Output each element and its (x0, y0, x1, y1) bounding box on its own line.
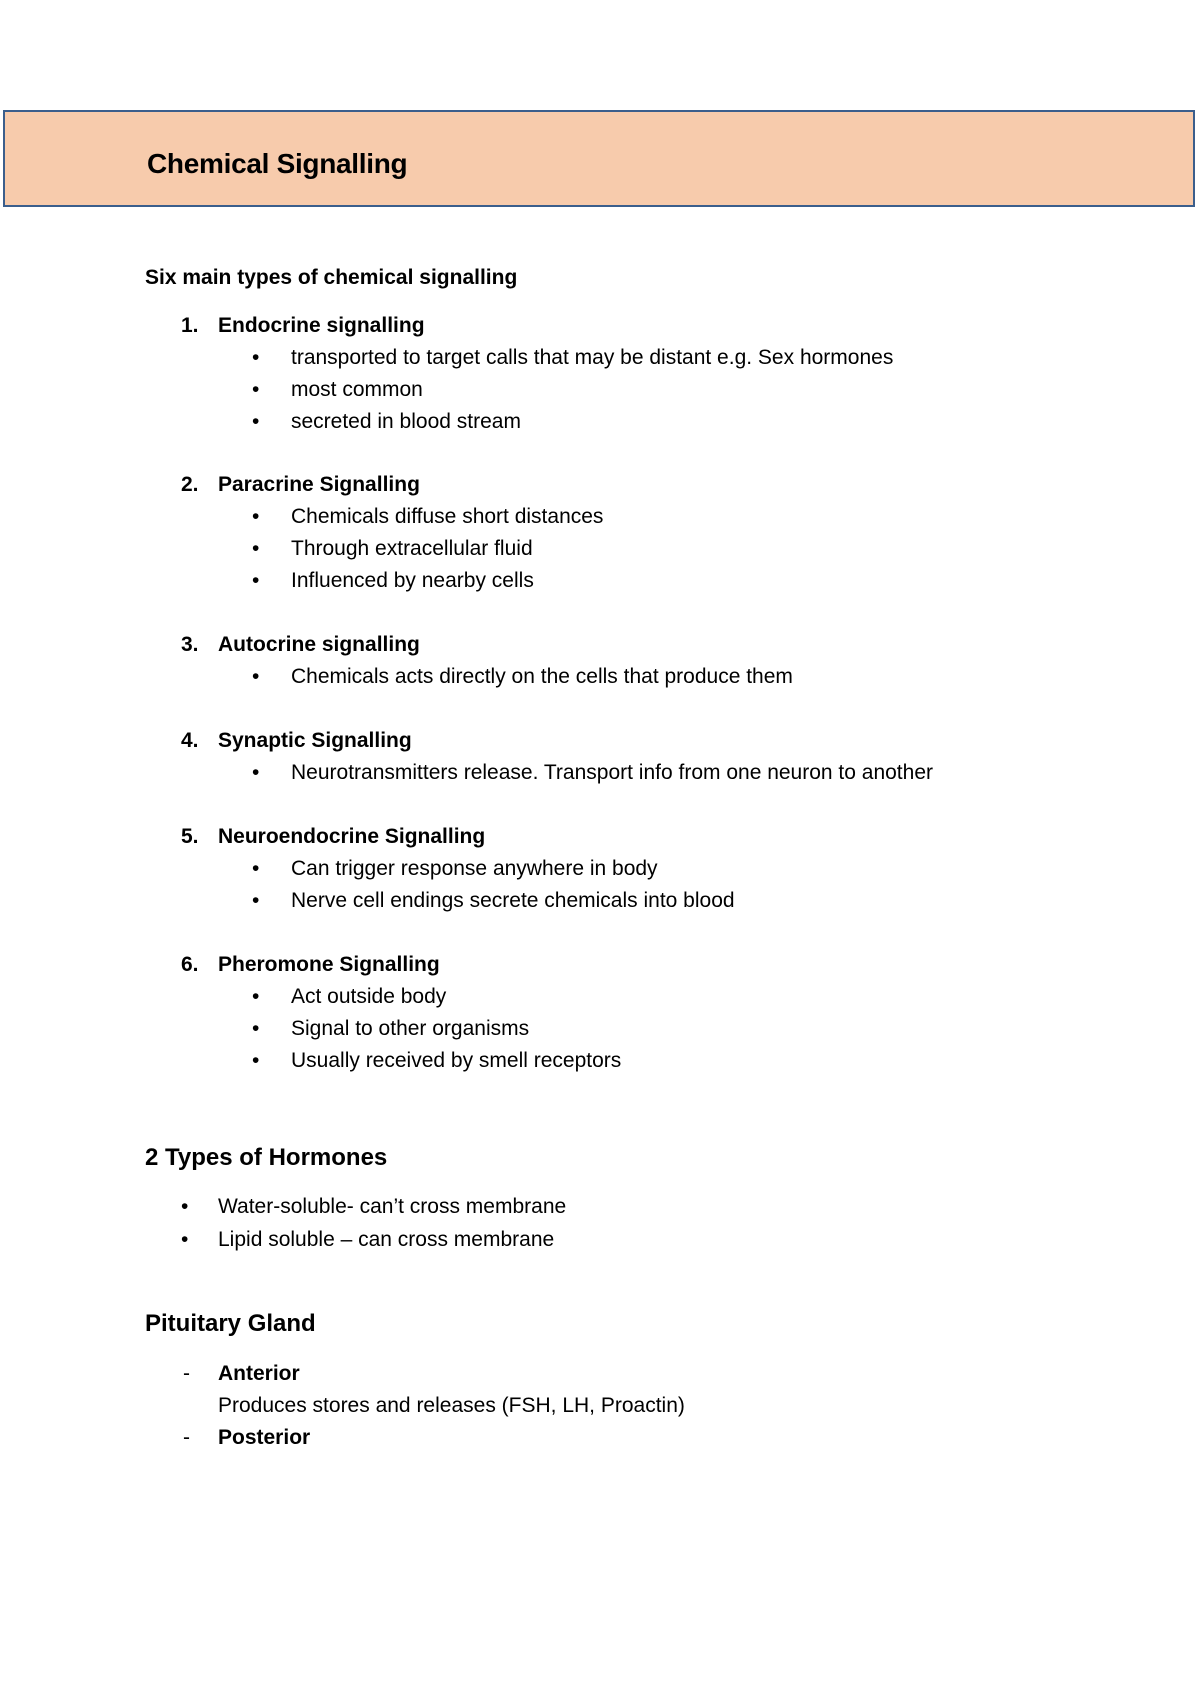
list-number: 1. (181, 314, 199, 337)
type-name-autocrine: Autocrine signalling (218, 633, 420, 656)
bullet-icon: • (181, 1228, 189, 1251)
bullet-icon: • (252, 569, 260, 592)
bullet-icon: • (252, 665, 260, 688)
type-name-neuroendocrine: Neuroendocrine Signalling (218, 825, 486, 848)
posterior-label: Posterior (218, 1426, 311, 1449)
bullet-icon: • (252, 857, 260, 880)
list-item: Lipid soluble – can cross membrane (218, 1228, 555, 1251)
type-name-synaptic: Synaptic Signalling (218, 729, 412, 752)
list-item: Neurotransmitters release. Transport info from one neuron to another (291, 761, 933, 784)
bullet-icon: • (252, 1017, 260, 1040)
list-item: secreted in blood stream (291, 410, 521, 433)
page-title: Chemical Signalling (147, 148, 408, 179)
list-number: 2. (181, 473, 199, 496)
bullet-icon: • (181, 1195, 189, 1218)
anterior-description: Produces stores and releases (FSH, LH, Proactin) (218, 1394, 685, 1417)
dash-marker: - (183, 1362, 190, 1385)
list-item: Can trigger response anywhere in body (291, 857, 658, 880)
list-item: Water-soluble- can’t cross membrane (218, 1195, 567, 1218)
bullet-icon: • (252, 410, 260, 433)
hormones-heading: 2 Types of Hormones (145, 1144, 388, 1171)
type-name-endocrine: Endocrine signalling (218, 314, 425, 337)
list-number: 6. (181, 953, 199, 976)
list-item: most common (291, 378, 423, 401)
bullet-icon: • (252, 346, 260, 369)
list-item: Chemicals acts directly on the cells that produce them (291, 665, 793, 688)
list-item: Influenced by nearby cells (291, 569, 534, 592)
list-item: transported to target calls that may be distant e.g. Sex hormones (291, 346, 894, 369)
bullet-icon: • (252, 1049, 260, 1072)
bullet-icon: • (252, 761, 260, 784)
anterior-label: Anterior (218, 1362, 300, 1385)
bullet-icon: • (252, 889, 260, 912)
list-item: Chemicals diffuse short distances (291, 505, 604, 528)
list-item: Act outside body (291, 985, 447, 1008)
list-item: Usually received by smell receptors (291, 1049, 622, 1072)
list-item: Through extracellular fluid (291, 537, 533, 560)
list-number: 4. (181, 729, 199, 752)
list-item: Nerve cell endings secrete chemicals into blood (291, 889, 735, 912)
list-number: 3. (181, 633, 199, 656)
bullet-icon: • (252, 537, 260, 560)
list-number: 5. (181, 825, 199, 848)
list-item: Signal to other organisms (291, 1017, 530, 1040)
title-banner (3, 110, 1195, 207)
type-name-pheromone: Pheromone Signalling (218, 953, 440, 976)
bullet-icon: • (252, 985, 260, 1008)
dash-marker: - (183, 1426, 190, 1449)
bullet-icon: • (252, 505, 260, 528)
bullet-icon: • (252, 378, 260, 401)
type-name-paracrine: Paracrine Signalling (218, 473, 420, 496)
intro-heading: Six main types of chemical signalling (145, 266, 518, 289)
pituitary-heading: Pituitary Gland (145, 1310, 316, 1337)
